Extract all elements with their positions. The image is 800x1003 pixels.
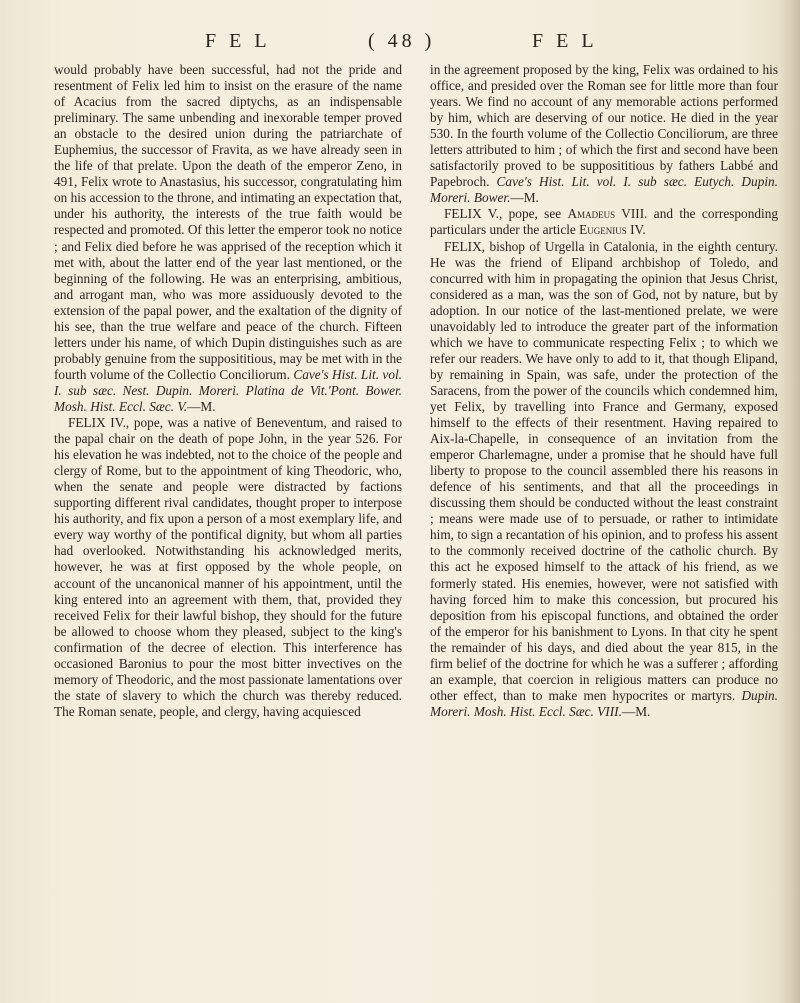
paragraph-felix-v (430, 206, 778, 238)
paragraph-text: VIII. and the corresponding particulars under the article (430, 206, 778, 238)
paragraph-felix-iv (54, 415, 402, 720)
running-header (0, 30, 800, 60)
cross-reference-amadeus: Amadeus (567, 206, 616, 222)
left-column (54, 62, 402, 720)
paragraph-text: IV. (630, 222, 646, 238)
signature: —M. (510, 190, 539, 206)
page-number: ( 48 ) (368, 30, 436, 52)
references: Dupin. Moreri. Mosh. Hist. Eccl. Sæc. VIII. (430, 687, 779, 719)
signature: —M. (187, 398, 216, 414)
signature: —M. (621, 703, 651, 719)
right-column (430, 62, 778, 720)
paragraph-text: FELIX V., pope, see (444, 206, 562, 222)
header-right: F E L (532, 30, 598, 52)
paragraph-text: in the agreement proposed by the king, Felix was ordained to his office, and presided over the Roman see for little more than four years. We find no account of any memorable actions performed by him, which are deserving of our notice. He died in the year 530. In the fourth volume of the Collectio Conciliorum, are three letters attributed to him ; of which the first and second have been satisfactorily proved to be supposititious by fathers Labbé and Papebroch. (430, 62, 778, 190)
cross-reference-eugenius: Eugenius (579, 222, 627, 238)
page-edge-shadow (778, 0, 800, 1003)
paragraph-text: would probably have been successful, had not the pride and resentment of Felix led him to insist on the erasure of the name of Acacius from the sacred diptychs, as an indispensable preliminary. The same unbending and inexorable temper proved an obstacle to the desired union during the patriarchate of Euphemius, the successor of Fravita, as we have already seen in the life of that prelate. Upon the death of the emperor Zeno, in 491, Felix wrote to Anastasius, his successor, congratulating him on his accession to the throne, and intimating an expectation that, under his authority, the interests of the true faith would be respected and promoted. Of this letter the emperor took no notice ; and Felix died before he was apprised of the reception which it met with, about the latter end of the year last mentioned, or the beginning of the following. He was an enterprising, ambitious, and arrogant man, who was more assiduously devoted to the extension of the papal power, and the exaltation of the dignity of his see, than the true welfare and peace of the church. Fifteen letters under his name, of which Dupin distinguishes such as are probably genuine from the supposititious, may be met with in the fourth volume of the Collectio Conciliorum. (54, 62, 402, 382)
paragraph-felix-iii-cont (54, 62, 402, 415)
paragraph-felix-iv-cont (430, 62, 778, 206)
paragraph-text: FELIX IV., pope, was a native of Beneventum, and raised to the papal chair on the death of pope John, in the year 526. For his elevation he was indebted, not to the choice of the people and clergy of Rome, but to the appointment of king Theodoric, who, when the senate and people were distracted by factions supporting different rival candidates, thought proper to interpose his authority, and fix upon a person of a most exemplary life, and every way worthy of the pontifical dignity, but whom all parties had overlooked. Notwithstanding his acknowledged merits, however, he was at first opposed by the whole people, on account of the uncanonical manner of his appointment, until the king entered into an agreement with them, that, provided they received Felix for their lawful bishop, they should for the future be allowed to choose whom they pleased, subject to the king's confirmation of the decree of election. This interference has occasioned Baronius to pour the most bitter invectives on the memory of Theodoric, and the most passionate lamentations over the state of slavery to which the church was thereby reduced. The Roman senate, people, and clergy, having acquiesced (54, 415, 402, 719)
references: Cave's Hist. Lit. vol. I. sub sæc. Nest. Dupin. Moreri. Platina de Vit.'Pont. Bower. Mosh. Hist. Eccl. Sæc. V. (54, 366, 402, 414)
paragraph-text: FELIX, bishop of Urgella in Catalonia, in the eighth century. He was the friend of Elipand archbishop of Toledo, and concurred with him in propagating the opinion that Jesus Christ, considered as a man, was the son of God, not by nature, but by adoption. In our notice of the last-mentioned prelate, we were unavoidably led to introduce the greater part of the information which we have to communicate respecting Felix ; to which we refer our readers. We have only to add to it, that though Elipand, by remaining in Spain, was safe, under the protection of the Saracens, from the power of the councils which condemned him, yet Felix, by travelling into France and Germany, exposed himself to the effects of their resentment. Having repaired to Aix-la-Chapelle, in consequence of an invitation from the emperor Charlemagne, under a promise that he should have full liberty to propose to the council assembled there his reasons in defence of his sentiments, and that all the proceedings in discussing them should be conducted without the least constraint ; means were made use of to persuade, or rather to intimidate him, to sign a recantation of his opinion, and to profess his assent to the commonly received doctrine of the catholic church. By this act he exposed himself to the attack of his friend, as we formerly stated. His enemies, however, were not satisfied with having forced him to make this concession, but procured his deposition from his episcopal functions, and obtained the order of the emperor for his banishment to Lyons. In that city he spent the remainder of his days, and died about the year 815, in the firm belief of the doctrine for which he was a sufferer ; affording an example, that coercion in religious matters can produce no other effect, than to make men hypocrites or martyrs. (430, 238, 778, 703)
paragraph-felix-urgella (430, 239, 778, 720)
references: Cave's Hist. Lit. vol. I. sub sæc. Eutych. Dupin. Moreri. Bower. (430, 174, 779, 206)
header-left: F E L (205, 30, 271, 52)
